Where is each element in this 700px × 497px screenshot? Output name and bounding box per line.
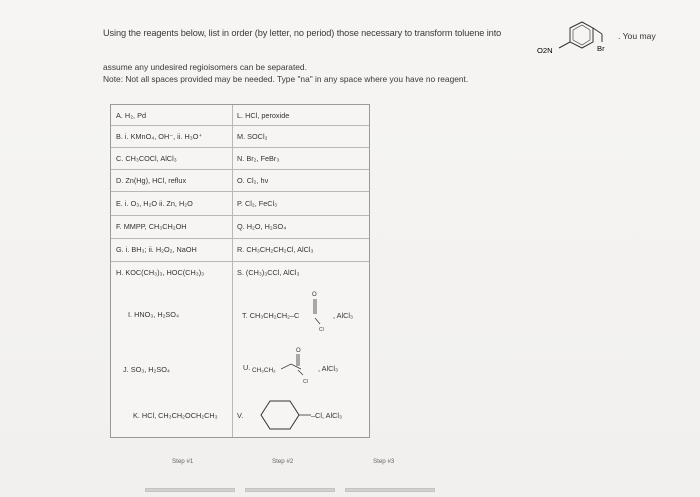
reagent-l: L. HCl, peroxide xyxy=(237,111,290,120)
reagent-b: B. i. KMnO₄, OH⁻, ii. H₃O⁺ xyxy=(116,132,203,141)
question-text-line1: Using the reagents below, list in order (by letter, no period) those necessary to transform toluene into xyxy=(103,28,502,38)
step-2-input[interactable] xyxy=(245,488,335,492)
reagent-r: R. CH₃CH₂CH₂Cl, AlCl₃ xyxy=(237,245,314,254)
cyclohexyl-ring-icon xyxy=(249,396,311,434)
carbonyl-chlorine-label: Cl xyxy=(319,327,324,333)
reagent-k: K. HCl, CH₃CH₂OCH₂CH₃ xyxy=(133,411,218,420)
reagent-g: G. i. BH₃; ii. H₂O₂, NaOH xyxy=(116,245,197,254)
reagent-u-suffix: , AlCl₃ xyxy=(318,364,339,373)
row-divider xyxy=(111,169,369,170)
reagent-n: N. Br₂, FeBr₃ xyxy=(237,154,280,163)
step-3-label: Step #3 xyxy=(373,458,395,465)
reagent-t-suffix: , AlCl₃ xyxy=(333,311,354,320)
reagent-e: E. i. O₃, H₂O ii. Zn, H₂O xyxy=(116,199,193,208)
carbonyl-oxygen-label: O xyxy=(296,348,301,354)
target-molecule xyxy=(530,16,620,71)
row-divider xyxy=(111,215,369,216)
reagent-v-suffix: –Cl, AlCl₃ xyxy=(311,411,342,420)
bromo-label: Br xyxy=(597,44,605,53)
question-text-line2: assume any undesired regioisomers can be separated. xyxy=(103,62,307,72)
carbonyl-oxygen-label: O xyxy=(312,292,317,298)
row-divider xyxy=(111,238,369,239)
column-divider xyxy=(232,286,233,437)
step-1-input[interactable] xyxy=(145,488,235,492)
reagent-s: S. (CH₃)₃CCl, AlCl₃ xyxy=(237,268,300,277)
column-divider xyxy=(232,105,233,287)
row-divider xyxy=(111,147,369,148)
nitro-group-label: O2N xyxy=(537,46,553,55)
reagent-f: F. MMPP, CH₃CH₂OH xyxy=(116,222,187,231)
reagent-h: H. KOC(CH₃)₃, HOC(CH₃)₃ xyxy=(116,268,205,277)
reagent-u-group: CH₃CH₂ xyxy=(252,367,276,374)
question-note: Note: Not all spaces provided may be needed. Type "na" in any space where you have no reagent. xyxy=(103,74,469,84)
step-2-label: Step #2 xyxy=(272,458,294,465)
question-text-you-may: . You may xyxy=(618,31,656,41)
reagent-u-letter: U. xyxy=(243,363,251,372)
reagent-o: O. Cl₂, hν xyxy=(237,176,269,185)
step-3-input[interactable] xyxy=(345,488,435,492)
row-divider xyxy=(111,125,369,126)
step-1-label: Step #1 xyxy=(172,458,194,465)
reagent-c: C. CH₃COCl, AlCl₃ xyxy=(116,154,177,163)
reagent-m: M. SOCl₂ xyxy=(237,132,268,141)
row-divider xyxy=(111,191,369,192)
reagent-t-text: T. CH₃CH₂CH₂–C xyxy=(242,311,300,320)
row-divider xyxy=(111,261,369,262)
reagent-p: P. Cl₂, FeCl₃ xyxy=(237,199,278,208)
reagent-q: Q. H₂O, H₂SO₄ xyxy=(237,222,287,231)
reagent-i: I. HNO₃, H₂SO₄ xyxy=(128,310,179,319)
reagent-table-lower xyxy=(110,286,370,438)
reagent-j: J. SO₃, H₂SO₄ xyxy=(123,365,170,374)
reagent-table xyxy=(110,104,370,288)
reagent-d: D. Zn(Hg), HCl, reflux xyxy=(116,176,187,185)
reagent-v-letter: V. xyxy=(237,411,244,420)
reagent-a: A. H₂, Pd xyxy=(116,111,147,120)
carbonyl-chlorine-label: Cl xyxy=(303,379,308,385)
